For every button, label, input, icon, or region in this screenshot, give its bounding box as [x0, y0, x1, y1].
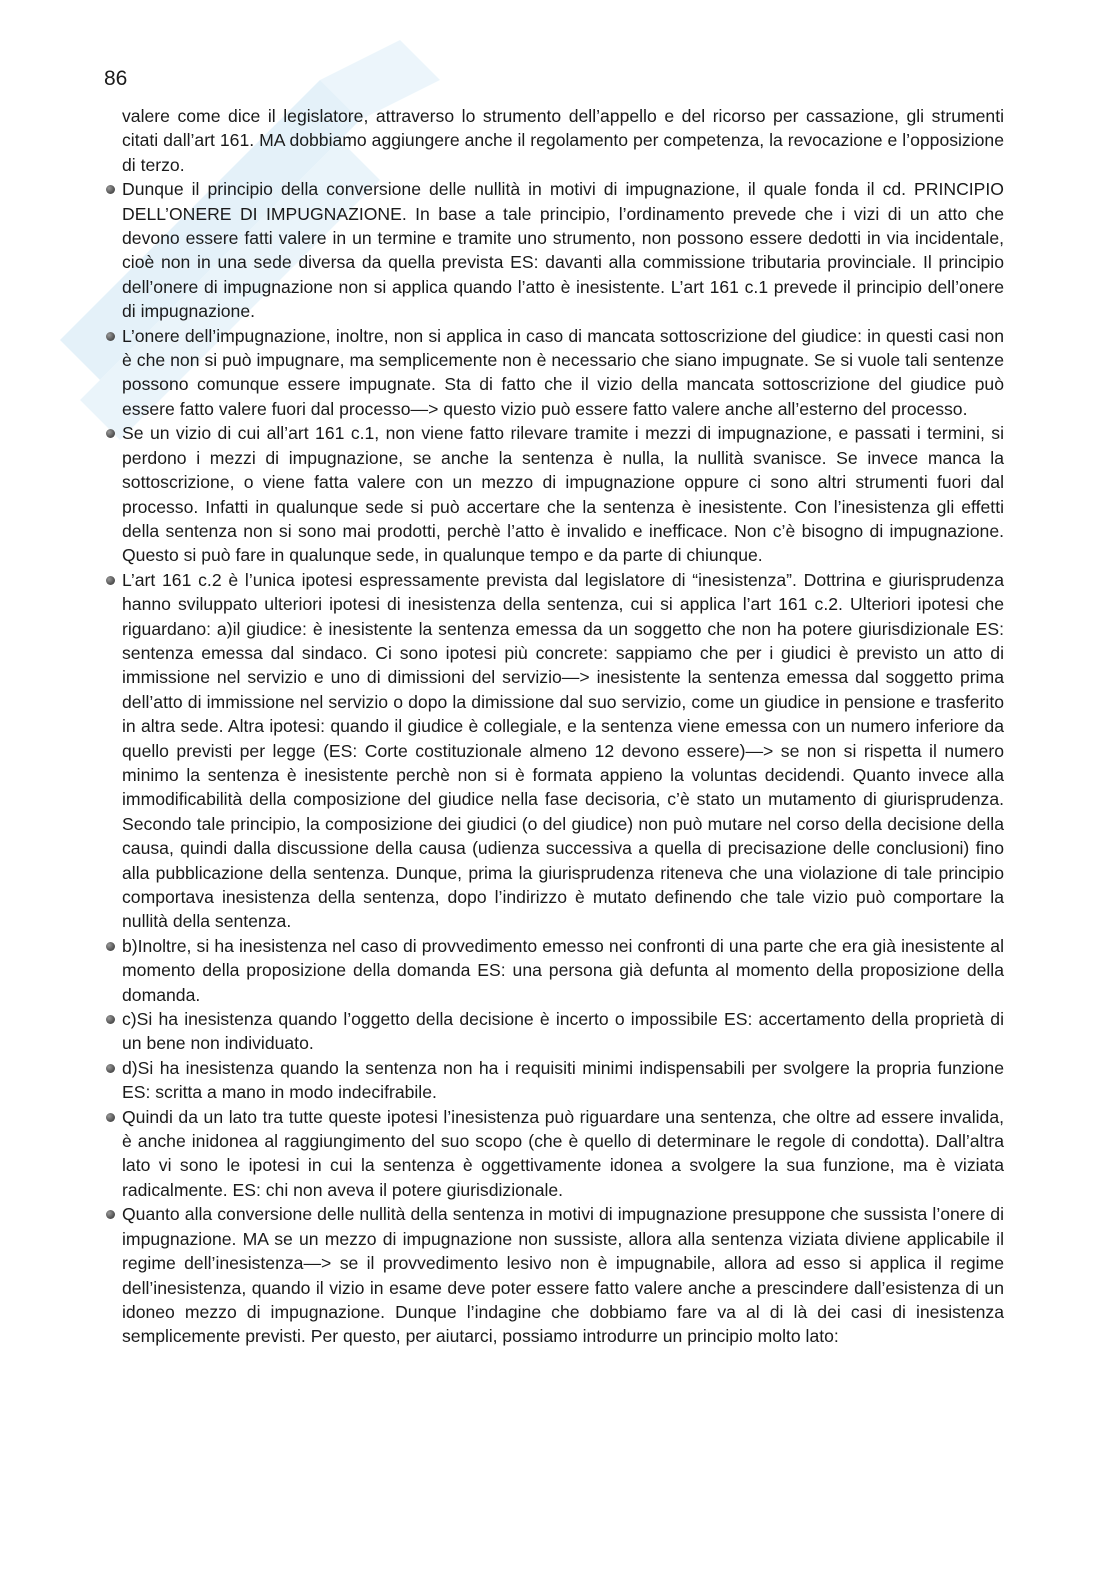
bullet-paragraph — [122, 568, 1004, 934]
paragraph-text: Quanto alla conversione delle nullità della sentenza in motivi di impugnazione presuppone che sussista l’onere di impugnazione. MA se un mezzo di impugnazione non sussiste, allora alla sentenza viziata diviene applicabile il regime dell’inesistenza—> se il provvedimento lesivo non è impugnabile, allora ad esso si applica il regime dell’inesistenza, quando il vizio in esame deve poter essere fatto valere anche a prescindere dall’esistenza di un idoneo mezzo di impugnazione. Dunque l’indagine che dobbiamo fare va al di là dei casi di inesistenza semplicemente previsti. Per questo, per aiutarci, possiamo introdurre un principio molto lato: — [122, 1204, 1004, 1347]
bullet-icon — [106, 1015, 115, 1024]
paragraph-text: valere come dice il legislatore, attraverso lo strumento dell’appello e del ricorso per cassazione, gli strumenti citati dall’art 161. MA dobbiamo aggiungere anche il regolamento per competenza, la revocazione e l’opposizione di terzo. — [122, 106, 1004, 175]
bullet-paragraph — [122, 421, 1004, 567]
paragraph-text: Se un vizio di cui all’art 161 c.1, non viene fatto rilevare tramite i mezzi di impugnazione, e passati i termini, si perdono i mezzi di impugnazione, se anche la sentenza è nulla, la nullità svanisce. Se invece manca la sottoscrizione, o viene fatta valere con un mezzo di impugnazione oppure ci sono altri strumenti fuori dal processo. Infatti in qualunque sede si può accertare che la sentenza è inesistente. Con l’inesistenza gli effetti della sentenza non si sono mai prodotti, perchè l’atto è invalido e inefficace. Non c’è bisogno di impugnazione. Questo si può fare in qualunque sede, in qualunque tempo e da parte di chiunque. — [122, 423, 1004, 566]
bullet-icon — [106, 429, 115, 438]
paragraph-text: c)Si ha inesistenza quando l’oggetto della decisione è incerto o impossibile ES: accertamento della proprietà di un bene non individuato. — [122, 1009, 1004, 1054]
bullet-paragraph — [122, 177, 1004, 323]
bullet-paragraph — [122, 1105, 1004, 1203]
bullet-paragraph — [122, 934, 1004, 1007]
bullet-paragraph — [122, 1056, 1004, 1105]
bullet-paragraph — [122, 1202, 1004, 1348]
document-body — [122, 104, 1004, 1349]
bullet-paragraph — [122, 324, 1004, 422]
paragraph-text: Quindi da un lato tra tutte queste ipotesi l’inesistenza può riguardare una sentenza, che oltre ad essere invalida, è anche inidonea al raggiungimento del suo scopo (che è quello di determinare le regole di condotta). Dall’altra lato vi sono le ipotesi in cui la sentenza è oggettivamente idonea a svolgere la sua funzione, ma è viziata radicalmente. ES: chi non aveva il potere giurisdizionale. — [122, 1106, 1004, 1200]
page-number: 86 — [104, 67, 128, 90]
paragraph-text: d)Si ha inesistenza quando la sentenza non ha i requisiti minimi indispensabili per svolgere la propria funzione ES: scritta a mano in modo indecifrabile. — [122, 1057, 1004, 1103]
bullet-icon — [106, 332, 115, 341]
bullet-icon — [106, 185, 115, 194]
bullet-icon — [106, 1113, 115, 1122]
paragraph-text: L’art 161 c.2 è l’unica ipotesi espressamente prevista dal legislatore di “inesistenza”. Dottrina e giurisprudenza hanno sviluppato ulteriori ipotesi di inesistenza della sentenza, cui si applica l’art 161 c.2. Ulteriori ipotesi che riguardano: a)il giudice: è inesistente la sentenza emessa da un soggetto che non ha potere giurisdizionale ES: sentenza emessa dal sindaco. Ci sono ipotesi più concrete: sappiamo che per i giudici è previsto un atto di immissione nel servizio e uno di dimissioni del servizio—> inesistente la sentenza emessa dal soggetto prima dell’atto di immissione nel servizio o dopo la dimissione dal suo servizio, come un giudice in pensione e trasferito in altra sede. Altra ipotesi: quando il giudice è collegiale, e la sentenza viene emessa con un numero inferiore da quello previsti per legge (ES: Corte costituzionale almeno 12 devono essere)—> se non si rispetta il numero minimo la sentenza è inesistente perchè non si è formata appieno la voluntas decidendi. Quanto invece alla immodificabilità della composizione del giudice nella fase decisoria, c’è stato un mutamento di giurisprudenza. Secondo tale principio, la composizione dei giudici (o del giudice) non può mutare nel corso della decisione della causa, quindi dalla discussione della causa (udienza successiva a quella di precisazione delle conclusioni) fino alla pubblicazione della sentenza. Dunque, prima la giurisprudenza riteneva che una violazione di tale principio comportava inesistenza della sentenza, dopo l’indirizzo è mutato definendo che tale vizio può comportare la nullità della sentenza. — [122, 569, 1004, 932]
bullet-icon — [106, 1064, 115, 1073]
paragraph — [122, 104, 1004, 177]
bullet-icon — [106, 576, 115, 585]
paragraph-text: Dunque il principio della conversione delle nullità in motivi di impugnazione, il quale fonda il cd. PRINCIPIO DELL’ONERE DI IMPUGNAZIONE. In base a tale principio, l’ordinamento prevede che i vizi di un atto che devono essere fatti valere in un termine e tramite uno strumento, non possono essere dedotti in via incidentale, cioè non in una sede diversa da quella prevista ES: davanti alla commissione tributaria provinciale. Il principio dell’onere di impugnazione non si applica quando l’atto è inesistente. L’art 161 c.1 prevede il principio dell’onere di impugnazione. — [122, 179, 1004, 322]
bullet-paragraph — [122, 1007, 1004, 1056]
bullet-icon — [106, 1210, 115, 1219]
bullet-icon — [106, 942, 115, 951]
paragraph-text: L’onere dell’impugnazione, inoltre, non si applica in caso di mancata sottoscrizione del giudice: in questi casi non è che non si può impugnare, ma semplicemente non è necessario che siano impugnate. Se si vuole tali sentenze possono comunque essere impugnate. Sta di fatto che il vizio della mancata sottoscrizione del giudice può essere fatto valere fuori dal processo—> questo vizio può essere fatto valere anche all’esterno del processo. — [122, 325, 1004, 419]
paragraph-text: b)Inoltre, si ha inesistenza nel caso di provvedimento emesso nei confronti di una parte che era già inesistente al momento della proposizione della domanda ES: una persona già defunta al momento della proposizione della domanda. — [122, 935, 1004, 1005]
